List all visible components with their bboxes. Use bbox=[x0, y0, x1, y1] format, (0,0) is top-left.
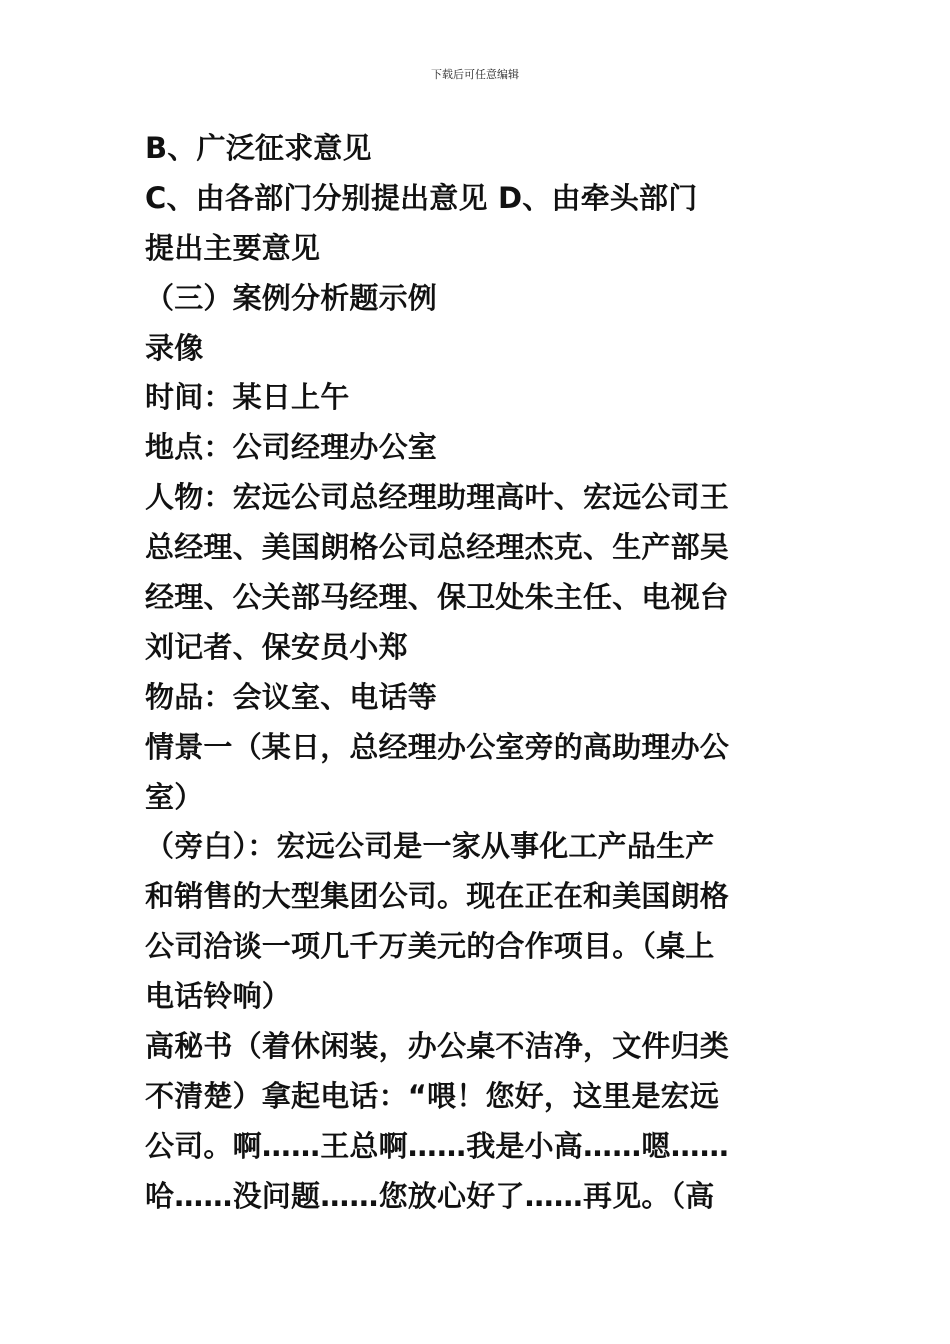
options-c-d bbox=[145, 174, 807, 224]
document-body bbox=[145, 124, 807, 1222]
text-line: 时间：某日上午 bbox=[145, 380, 350, 415]
text-line: 情景一（某日，总经理办公室旁的高助理办公 bbox=[145, 729, 730, 764]
text-line: 人物：宏远公司总经理助理高叶、宏远公司王 bbox=[145, 480, 730, 515]
text-line: 物品：会议室、电话等 bbox=[145, 679, 438, 714]
text-line: 录像 bbox=[145, 330, 204, 365]
text-line: 总经理、美国朗格公司总经理杰克、生产部吴 bbox=[145, 530, 730, 565]
page-header: 下载后可任意编辑 bbox=[431, 68, 519, 81]
text-line: 公司。啊……王总啊……我是小高……嗯…… bbox=[145, 1128, 730, 1163]
option-b: B、广泛征求意见 bbox=[145, 131, 372, 165]
text-line: 电话铃响） bbox=[145, 979, 292, 1014]
text-line: 高秘书（着休闲装，办公桌不洁净，文件归类 bbox=[145, 1029, 730, 1064]
text-line: 不清楚）拿起电话：“喂！您好，这里是宏远 bbox=[145, 1078, 720, 1113]
option-d-continued: 提出主要意见 bbox=[145, 230, 321, 265]
text-line: 室） bbox=[145, 779, 204, 814]
text-line: 地点：公司经理办公室 bbox=[145, 430, 438, 465]
option-c: C、由各部门分别提出意见 bbox=[145, 180, 488, 215]
text-line: （旁白）：宏远公司是一家从事化工产品生产 bbox=[145, 829, 715, 864]
section-heading: （三）案例分析题示例 bbox=[145, 280, 438, 315]
text-line: 哈……没问题……您放心好了……再见。（高 bbox=[145, 1178, 715, 1213]
text-line: 和销售的大型集团公司。现在正在和美国朗格 bbox=[145, 879, 730, 914]
text-line: 刘记者、保安员小郑 bbox=[145, 629, 408, 664]
option-d: D、由牵头部门 bbox=[497, 180, 698, 215]
text-line: 公司洽谈一项几千万美元的合作项目。（桌上 bbox=[145, 929, 715, 964]
text-line: 经理、公关部马经理、保卫处朱主任、电视台 bbox=[145, 580, 730, 615]
